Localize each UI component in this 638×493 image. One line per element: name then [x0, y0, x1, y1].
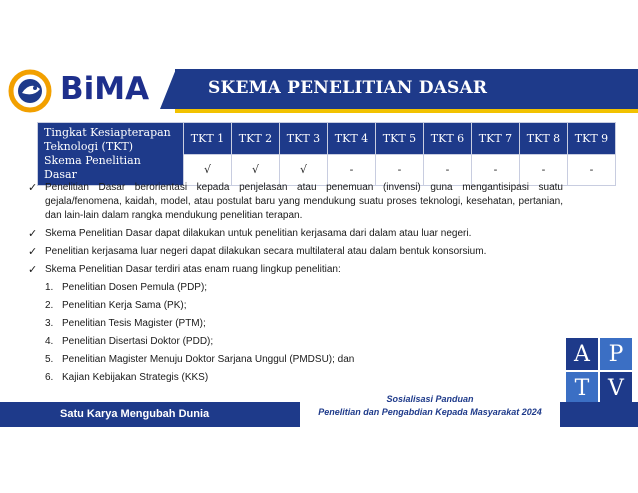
check-icon: ✓ [28, 227, 38, 240]
tkt-table [37, 122, 616, 186]
aptv-grid [566, 338, 632, 404]
item-number: 6. [45, 372, 54, 383]
tkt-header-cell: TKT 7 [472, 123, 520, 155]
tkt-value-cell: - [424, 154, 472, 186]
item-text: Penelitian Disertasi Doktor (PDD); [62, 336, 214, 347]
tkt-header-cell: TKT 3 [280, 123, 328, 155]
aptv-letter: T [566, 372, 598, 404]
aptv-letter: P [600, 338, 632, 370]
bullet-text: Skema Penelitian Dasar dapat dilakukan untuk penelitian kerjasama dari dalam atau luar negeri. [45, 228, 472, 239]
footer-event-title: Sosialisasi Panduan [386, 394, 474, 404]
bima-emblem-icon [8, 69, 56, 113]
check-icon: ✓ [28, 245, 38, 258]
item-number: 4. [45, 336, 54, 347]
numbered-item [45, 281, 563, 295]
tkt-label-line: Tingkat Kesiapterapan [44, 126, 171, 139]
tkt-value-cell: - [376, 154, 424, 186]
item-number: 3. [45, 318, 54, 329]
bima-logo [8, 67, 168, 115]
tkt-header-cell: TKT 9 [568, 123, 616, 155]
item-text: Penelitian Dosen Pemula (PDP); [62, 282, 208, 293]
tkt-value-cell: - [472, 154, 520, 186]
tkt-value-cell: - [568, 154, 616, 186]
bullet-item [28, 245, 563, 259]
footer-tagline: Satu Karya Mengubah Dunia [60, 408, 210, 420]
tkt-label-line: Skema Penelitian Dasar [44, 154, 141, 181]
aptv-letter: A [566, 338, 598, 370]
bullet-item [28, 263, 563, 277]
tkt-label-cell [38, 123, 184, 186]
tkt-value-cell: √ [184, 154, 232, 186]
item-number: 1. [45, 282, 54, 293]
tkt-header-cell: TKT 4 [328, 123, 376, 155]
item-text: Penelitian Magister Menuju Doktor Sarjana Unggul (PMDSU); dan [62, 354, 355, 365]
numbered-item [45, 299, 563, 313]
bullet-text: Skema Penelitian Dasar terdiri atas enam ruang lingkup penelitian: [45, 264, 341, 275]
page-title: SKEMA PENELITIAN DASAR [208, 78, 488, 98]
tkt-value-cell: √ [232, 154, 280, 186]
slide [0, 57, 638, 427]
bullet-item [28, 227, 563, 241]
item-number: 2. [45, 300, 54, 311]
tkt-label-line: Teknologi (TKT) [44, 140, 134, 153]
bullet-text: Penelitian kerjasama luar negeri dapat dilakukan secara multilateral atau dalam bentuk konsorsium. [45, 246, 487, 257]
tkt-header-row [38, 123, 616, 155]
title-accent-line [175, 109, 638, 113]
tkt-header-cell: TKT 8 [520, 123, 568, 155]
numbered-list [45, 281, 563, 385]
numbered-item [45, 335, 563, 349]
bullet-list [28, 181, 563, 389]
numbered-item [45, 317, 563, 331]
numbered-item [45, 371, 563, 385]
item-number: 5. [45, 354, 54, 365]
tkt-value-cell: √ [280, 154, 328, 186]
check-icon: ✓ [28, 181, 38, 194]
tkt-header-cell: TKT 1 [184, 123, 232, 155]
title-band-cut [160, 69, 176, 109]
footer-event-subtitle: Penelitian dan Pengabdian Kepada Masyarakat 2024 [318, 407, 542, 417]
tkt-header-cell: TKT 5 [376, 123, 424, 155]
item-text: Penelitian Tesis Magister (PTM); [62, 318, 206, 329]
item-text: Penelitian Kerja Sama (PK); [62, 300, 187, 311]
item-text: Kajian Kebijakan Strategis (KKS) [62, 372, 209, 383]
bullet-item [28, 181, 563, 223]
tkt-value-cell: - [328, 154, 376, 186]
tkt-header-cell: TKT 2 [232, 123, 280, 155]
bullet-text: Penelitian Dasar berorientasi kepada penjelasan atau penemuan (invensi) guna mengantisipasi suatu gejala/fenomena, kaidah, model, atau postulat baru yang mendukung suatu proses teknologi, kesehatan, pertanian, dan lain-lain dalam rangka mendukung penelitian terapan. [45, 182, 563, 221]
logo-text: BiMA [60, 71, 150, 107]
aptv-letter: V [600, 372, 632, 404]
check-icon: ✓ [28, 263, 38, 276]
tkt-header-cell: TKT 6 [424, 123, 472, 155]
tkt-value-cell: - [520, 154, 568, 186]
numbered-item [45, 353, 563, 367]
